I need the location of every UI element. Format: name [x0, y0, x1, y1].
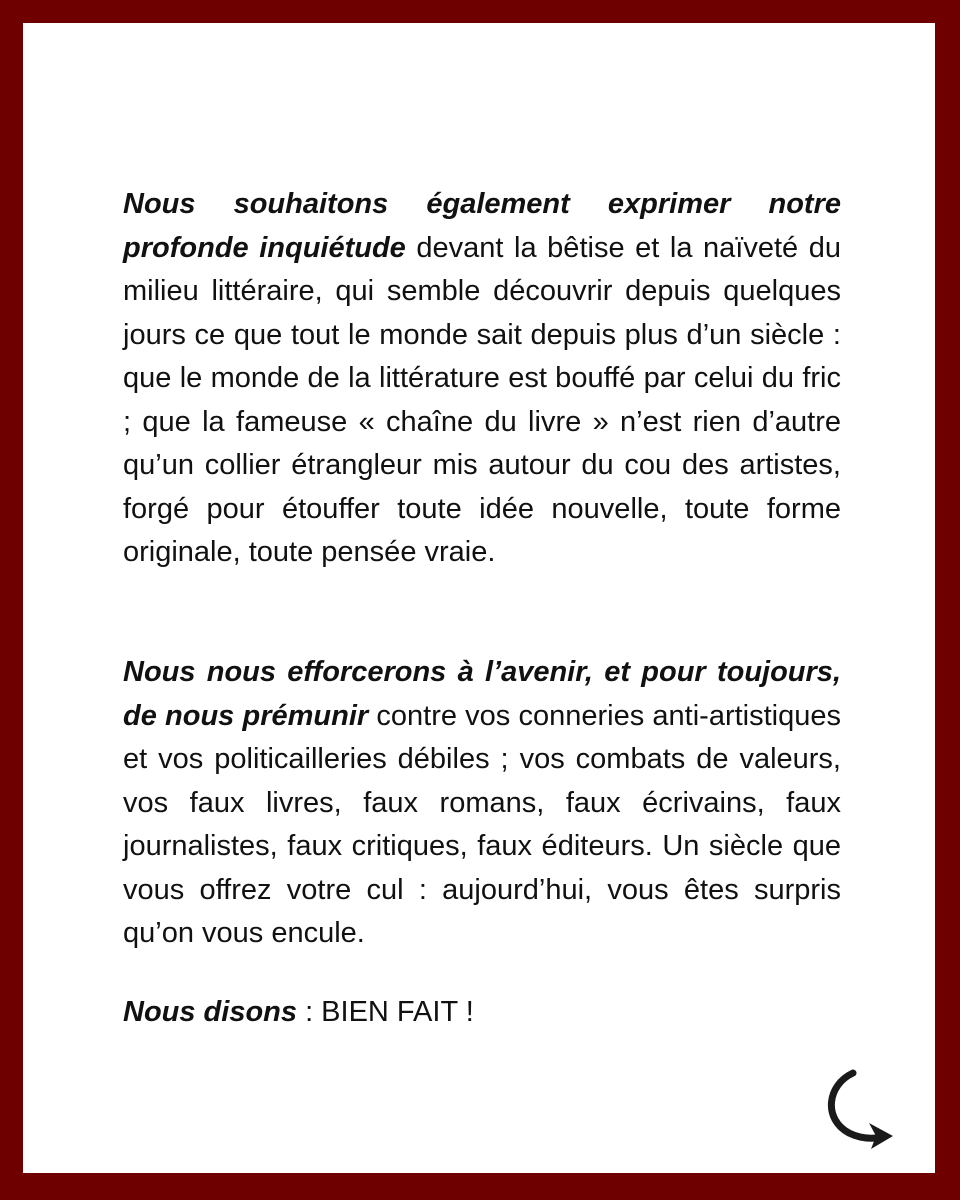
paragraph-protection-emphasis: Nous nous efforcerons à l’avenir, et pour toujours, de nous prémunir: [123, 656, 841, 732]
paragraph-protection-text: contre vos conneries anti-artistiques et vos politicailleries débiles ; vos combats de valeurs, vos faux livres, faux romans, faux écrivains, faux journalistes, faux critiques, faux éditeurs. Un siècle que vous offrez votre cul : aujourd’hui, vous êtes surpris qu’on vous encule.: [123, 699, 841, 949]
curved-arrow-right-icon: [813, 1063, 903, 1153]
next-page-button[interactable]: [813, 1063, 903, 1153]
paragraph-concern-text: devant la bêtise et la naïveté du milieu littéraire, qui semble découvrir depuis quelques jours ce que tout le monde sait depuis plus d’un siècle : que le monde de la littérature est bouffé par celui du fric ; que la fameuse « chaîne du livre » n’est rien d’autre qu’un collier étrangleur mis autour du cou des artistes, forgé pour étouffer toute idée nouvelle, toute forme originale, toute pensée vraie.: [123, 231, 841, 568]
page: [23, 23, 935, 1173]
paragraph-conclusion: [123, 991, 841, 1035]
paragraph-conclusion-emphasis: Nous disons: [123, 996, 298, 1028]
paragraph-concern-emphasis: Nous souhaitons également exprimer notre profonde inquiétude: [123, 188, 841, 264]
paragraph-concern: [123, 183, 841, 575]
paragraph-conclusion-text: : BIEN FAIT !: [297, 996, 474, 1028]
paragraph-protection: [123, 651, 841, 956]
